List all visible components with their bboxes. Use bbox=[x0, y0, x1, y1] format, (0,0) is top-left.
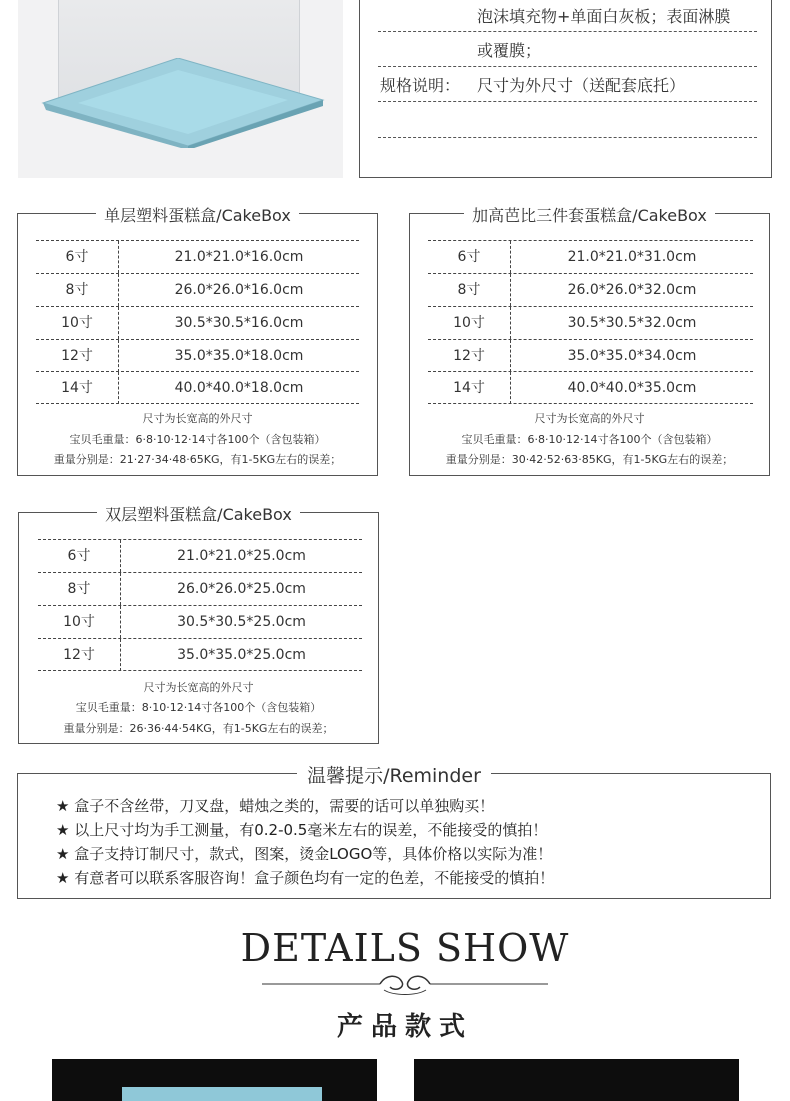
divider bbox=[378, 137, 757, 138]
dimension-cell: 30.5*30.5*16.0cm bbox=[174, 315, 304, 331]
table-note-2: 宝贝毛重量：8·10·12·14寸各100个（含包装箱） bbox=[75, 701, 322, 714]
list-item: ★ 盒子支持订制尺寸，款式，图案，烫金LOGO等，具体价格以实际为准！ bbox=[56, 845, 553, 863]
double-layer-size-table bbox=[18, 505, 379, 744]
dimension-cell: 26.0*26.0*32.0cm bbox=[567, 282, 697, 298]
dimension-cell: 26.0*26.0*25.0cm bbox=[177, 581, 306, 597]
table-note-1: 尺寸为长宽高的外尺寸 bbox=[143, 681, 254, 694]
dimension-cell: 21.0*21.0*16.0cm bbox=[174, 249, 304, 265]
table-row bbox=[36, 339, 359, 372]
table-row bbox=[38, 605, 362, 638]
dimension-cell: 35.0*35.0*25.0cm bbox=[177, 647, 306, 663]
dimension-cell: 21.0*21.0*25.0cm bbox=[177, 548, 306, 564]
table-row bbox=[428, 273, 753, 306]
dimension-cell: 40.0*40.0*18.0cm bbox=[174, 380, 304, 396]
product-image-left bbox=[52, 1059, 377, 1101]
table-row bbox=[428, 339, 753, 372]
spec-value: 尺寸为外尺寸（送配套底托） bbox=[477, 76, 686, 95]
cake-board-base bbox=[38, 58, 328, 148]
dimension-cell: 40.0*40.0*35.0cm bbox=[567, 380, 697, 396]
product-photo-top bbox=[18, 0, 343, 178]
spec-description-box bbox=[359, 0, 772, 178]
table-bottom-line bbox=[428, 403, 753, 404]
size-cell: 12寸 bbox=[36, 340, 119, 372]
table-note-3: 重量分别是：21·27·34·48·65KG，有1-5KG左右的误差； bbox=[53, 453, 342, 466]
details-show-title: DETAILS SHOW bbox=[240, 926, 570, 970]
size-cell: 6寸 bbox=[36, 241, 119, 273]
size-cell: 12寸 bbox=[428, 340, 511, 372]
size-cell: 14寸 bbox=[428, 372, 511, 404]
table-title: 双层塑料蛋糕盒/CakeBox bbox=[19, 502, 378, 525]
table-note-1: 尺寸为长宽高的外尺寸 bbox=[534, 412, 645, 425]
reminder-title: 温馨提示/Reminder bbox=[18, 761, 770, 788]
table-row bbox=[36, 371, 359, 404]
product-style-subtitle: 产品款式 bbox=[336, 1012, 473, 1042]
table-bottom-line bbox=[38, 670, 362, 671]
size-cell: 10寸 bbox=[36, 307, 119, 339]
table-note-1: 尺寸为长宽高的外尺寸 bbox=[142, 412, 253, 425]
table-title: 单层塑料蛋糕盒/CakeBox bbox=[18, 203, 377, 226]
table-note-2: 宝贝毛重量：6·8·10·12·14寸各100个（含包装箱） bbox=[69, 433, 326, 446]
table-bottom-line bbox=[36, 403, 359, 404]
table-title: 加高芭比三件套蛋糕盒/CakeBox bbox=[410, 203, 769, 226]
table-note-3: 重量分别是：30·42·52·63·85KG，有1-5KG左右的误差； bbox=[445, 453, 734, 466]
size-cell: 8寸 bbox=[428, 274, 511, 306]
single-layer-size-table bbox=[17, 206, 378, 476]
dimension-cell: 30.5*30.5*32.0cm bbox=[567, 315, 697, 331]
list-item: ★ 盒子不含丝带，刀叉盘，蜡烛之类的，需要的话可以单独购买！ bbox=[56, 797, 495, 815]
size-cell: 6寸 bbox=[428, 241, 511, 273]
ornament-divider-icon bbox=[262, 970, 548, 996]
reminder-box bbox=[17, 765, 771, 899]
tall-barbie-size-table bbox=[409, 206, 770, 476]
box-board-preview bbox=[122, 1087, 322, 1101]
dimension-cell: 30.5*30.5*25.0cm bbox=[177, 614, 306, 630]
table-row bbox=[428, 240, 753, 273]
spec-label: 规格说明： bbox=[380, 76, 461, 95]
divider bbox=[378, 101, 757, 102]
dimension-cell: 21.0*21.0*31.0cm bbox=[567, 249, 697, 265]
list-item: ★ 有意者可以联系客服咨询！盒子颜色均有一定的色差，不能接受的慎拍！ bbox=[56, 869, 555, 887]
size-cell: 6寸 bbox=[38, 540, 121, 572]
table-note-3: 重量分别是：26·36·44·54KG，有1-5KG左右的误差； bbox=[63, 722, 334, 735]
dimension-cell: 35.0*35.0*18.0cm bbox=[174, 348, 304, 364]
divider bbox=[378, 66, 757, 67]
table-row bbox=[36, 306, 359, 339]
table-row bbox=[428, 371, 753, 404]
divider bbox=[378, 31, 757, 32]
size-cell: 8寸 bbox=[36, 274, 119, 306]
size-cell: 14寸 bbox=[36, 372, 119, 404]
size-cell: 10寸 bbox=[428, 307, 511, 339]
dimension-cell: 35.0*35.0*34.0cm bbox=[567, 348, 697, 364]
size-cell: 10寸 bbox=[38, 606, 121, 638]
size-cell: 12寸 bbox=[38, 639, 121, 671]
table-note-2: 宝贝毛重量：6·8·10·12·14寸各100个（含包装箱） bbox=[461, 433, 718, 446]
table-row bbox=[38, 638, 362, 671]
spec-line-1: 泡沫填充物+单面白灰板；表面淋膜 bbox=[477, 7, 731, 26]
table-row bbox=[36, 240, 359, 273]
table-row bbox=[38, 539, 362, 572]
list-item: ★ 以上尺寸均为手工测量，有0.2-0.5毫米左右的误差，不能接受的慎拍！ bbox=[56, 821, 548, 839]
spec-line-2: 或覆膜； bbox=[477, 41, 542, 60]
dimension-cell: 26.0*26.0*16.0cm bbox=[174, 282, 304, 298]
table-row bbox=[38, 572, 362, 605]
table-row bbox=[428, 306, 753, 339]
product-image-right bbox=[414, 1059, 739, 1101]
size-cell: 8寸 bbox=[38, 573, 121, 605]
reminder-list bbox=[56, 794, 554, 890]
table-row bbox=[36, 273, 359, 306]
